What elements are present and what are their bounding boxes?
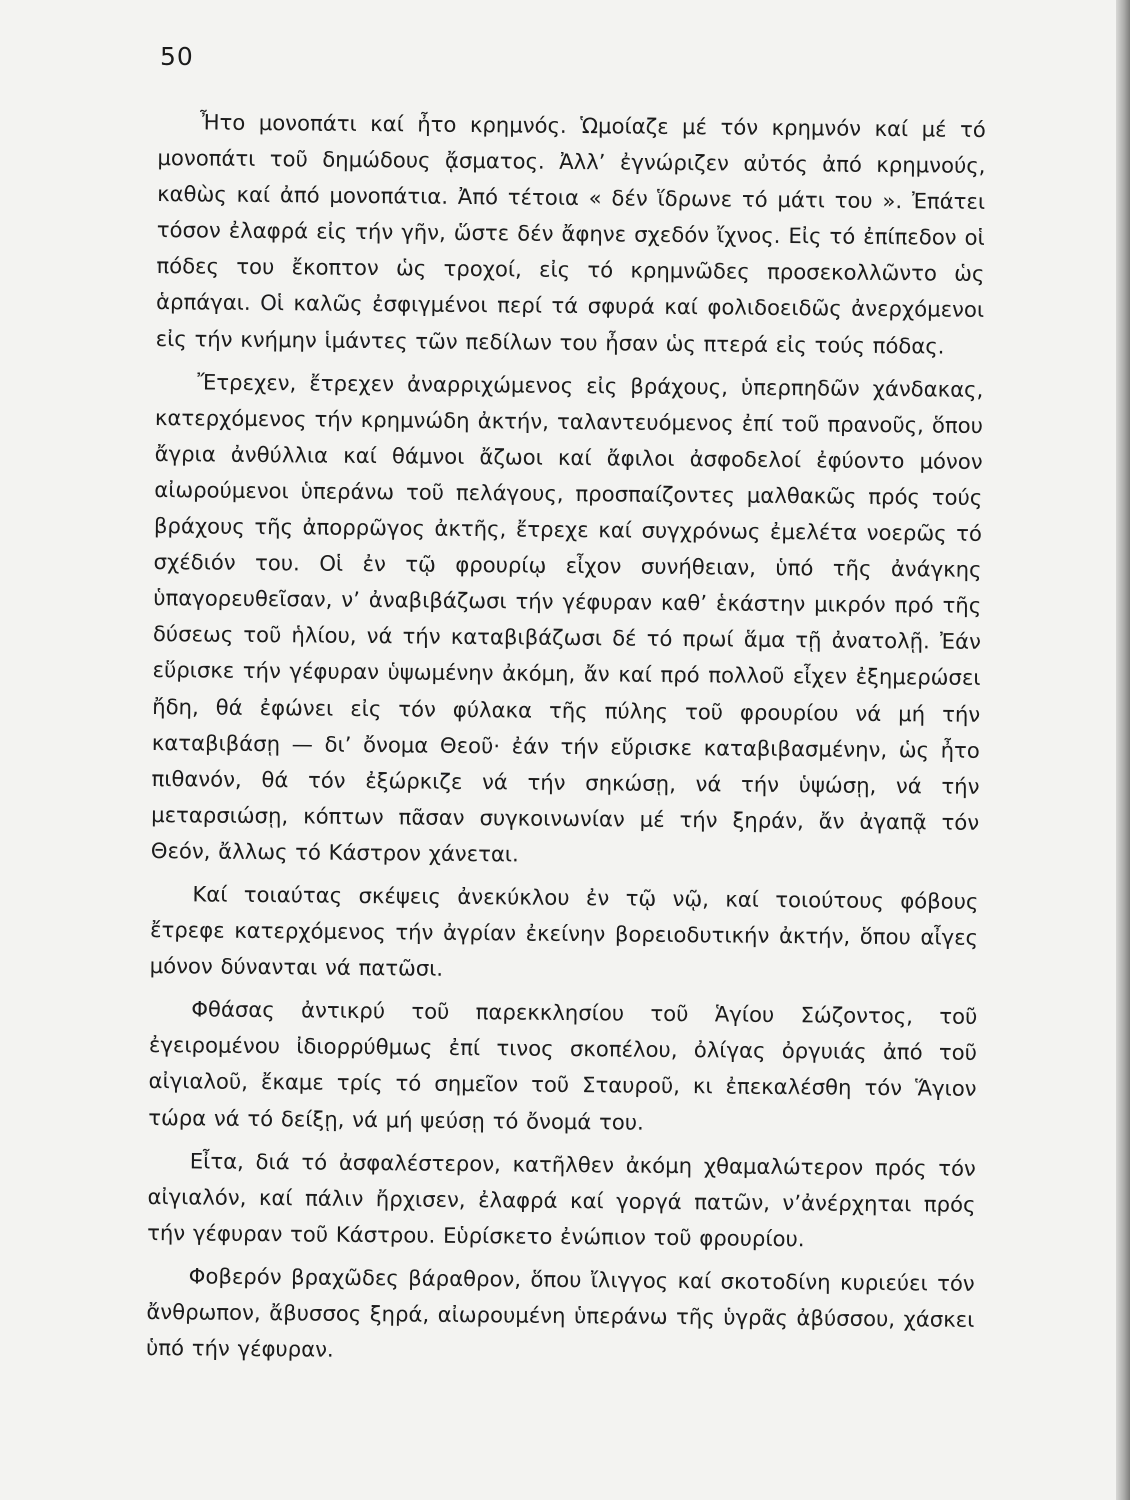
paragraph-3: Καί τοιαύτας σκέψεις ἀνεκύκλου ἐν τῷ νῷ, καί τοιούτους φόβους ἔτρεφε κατερχόμενος τήν ἀγρίαν ἐκείνην βορειοδυτικήν ἀκτήν, ὅπου αἶγες μόνον δύνανται νά πατῶσι. bbox=[149, 881, 979, 981]
page-number: 50 bbox=[160, 42, 194, 71]
page-spine-shadow bbox=[1116, 0, 1130, 1500]
paragraph-6: Φοβερόν βραχῶδες βάραθρον, ὅπου ἴλιγγος καί σκοτοδίνη κυριεύει τόν ἄνθρωπον, ἄβυσσος ξηρά, αἰωρουμένη ὑπεράνω τῆς ὑγρᾶς ἀβύσσου, χάσκει ὑπό τήν γέφυραν. bbox=[145, 1263, 975, 1362]
paragraph-5: Εἶτα, διά τό ἀσφαλέστερον, κατῆλθεν ἀκόμη χθαμαλώτερον πρός τόν αἰγιαλόν, καί πάλιν ἤρχισεν, ἐλαφρά καί γοργά πατῶν, ν’ἀνέρχηται πρός τήν γέφυραν τοῦ Κάστρου. Εὑρίσκετο ἐνώπιον τοῦ φρουρίου. bbox=[147, 1147, 976, 1252]
body-text bbox=[146, 104, 986, 1374]
paragraph-1: Ἦτο μονοπάτι καί ἦτο κρημνός. Ὡμοίαζε μέ τόν κρημνόν καί μέ τό μονοπάτι τοῦ δημώδους ᾄσματος. Ἀλλ’ ἐγνώριζεν αὐτός ἀπό κρημνούς, καθὼς καί ἀπό μονοπάτια. Ἀπό τέτοια « δέν ἵδρωνε τό μάτι του ». Ἐπάτει τόσον ἐλαφρά εἰς τήν γῆν, ὥστε δέν ἄφηνε σχεδόν ἴχνος. Εἰς τό ἐπίπεδον οἱ πόδες του ἔκοπτον ὡς τροχοί, εἰς τό κρημνῶδες προσεκολλῶντο ὡς ἁρπάγαι. Οἱ καλῶς ἐσφιγμένοι περί τά σφυρά καί φολιδοειδῶς ἀνερχόμενοι εἰς τήν κνήμην ἱμάντες τῶν πεδίλων του ἦσαν ὡς πτερά εἰς τούς πόδας. bbox=[155, 109, 986, 359]
paragraph-4: Φθάσας ἀντικρύ τοῦ παρεκκλησίου τοῦ Ἁγίου Σώζοντος, τοῦ ἐγειρομένου ἰδιορρύθμως ἐπί τινος σκοπέλου, ὀλίγας ὀργυιάς ἀπό τοῦ αἰγιαλοῦ, ἔκαμε τρίς τό σημεῖον τοῦ Σταυροῦ, κι ἐπεκαλέσθη τόν Ἅγιον τώρα νά τό δείξῃ, νά μή ψεύσῃ τό ὄνομά του. bbox=[148, 996, 978, 1135]
paragraph-2: Ἔτρεχεν, ἔτρεχεν ἀναρριχώμενος εἰς βράχους, ὑπερπηδῶν χάνδακας, κατερχόμενος τήν κρημνώδη ἀκτήν, ταλαντευόμενος ἐπί τοῦ πρανοῦς, ὅπου ἄγρια ἀνθύλλια καί θάμνοι ἄζωοι καί ἄφιλοι ἀσφοδελοί ἐφύοντο μόνον αἰωρούμενοι ὑπεράνω τοῦ πελάγους, προσπαίζοντες μαλθακῶς πρός τούς βράχους τῆς ἀπορρῶγος ἀκτῆς, ἔτρεχε καί συγχρόνως ἐμελέτα νοερῶς τό σχέδιόν του. Οἱ ἐν τῷ φρουρίῳ εἶχον συνήθειαν, ὑπό τῆς ἀνάγκης ὑπαγορευθεῖσαν, ν’ ἀναβιβάζωσι τήν γέφυραν καθ’ ἑκάστην μικρόν πρό τῆς δύσεως τοῦ ἡλίου, νά τήν καταβιβάζωσι δέ τό πρωί ἅμα τῇ ἀνατολῇ. Ἐάν εὕρισκε τήν γέφυραν ὑψωμένην ἀκόμη, ἄν καί πρό πολλοῦ εἶχεν ἐξημερώσει ἤδη, θά ἐφώνει εἰς τόν φύλακα τῆς πύλης τοῦ φρουρίου νά μή τήν καταβιβάσῃ — δι’ ὄνομα Θεοῦ· ἐάν τήν εὕρισκε καταβιβασμένην, ὡς ἦτο πιθανόν, θά τόν ἐξώρκιζε νά τήν σηκώσῃ, νά τήν ὑψώσῃ, νά τήν μεταρσιώσῃ, κόπτων πᾶσαν συγκοινωνίαν μέ τήν ξηράν, ἄν ἀγαπᾷ τόν Θεόν, ἄλλως τό Κάστρον χάνεται. bbox=[150, 369, 984, 867]
